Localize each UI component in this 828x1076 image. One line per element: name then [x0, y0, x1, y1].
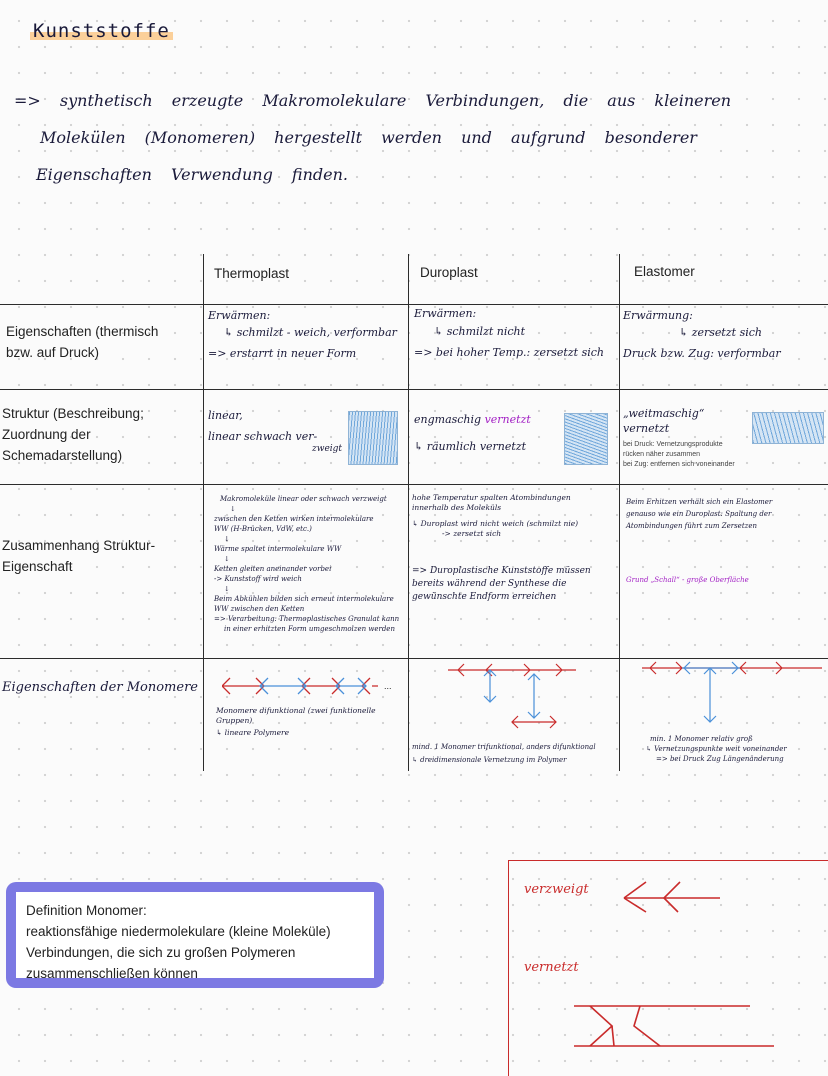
svg-text:...: ... — [384, 681, 392, 691]
row-header-properties — [6, 321, 158, 363]
cell-line: zweigt — [312, 444, 343, 454]
cell-line: Erwärmen: — [414, 307, 477, 320]
cell-line: ↳ Vernetzungspunkte weit voneinander — [646, 745, 787, 753]
thermoplast-monomer-diagram — [222, 674, 402, 698]
definition-box — [6, 882, 384, 988]
cell-line: rücken näher zusammen — [623, 451, 701, 458]
definition-line: Verbindungen, die sich zu großen Polymeren — [26, 945, 296, 960]
legend-label-branched: verzweigt — [524, 882, 589, 897]
table-divider — [0, 389, 828, 390]
cell-line: Ketten gleiten aneinander vorbei — [214, 565, 332, 573]
intro-line: Molekülen (Monomeren) hergestellt werden und aufgrund besonderer — [40, 128, 697, 147]
cell-line: hohe Temperatur spalten Atombindungen — [412, 493, 571, 502]
definition-line: reaktionsfähige niedermolekulare (kleine Moleküle) — [26, 924, 331, 939]
cell-thermoplast-properties — [208, 308, 404, 361]
cell-line: mind. 1 Monomer trifunktional, anders difunktional — [412, 743, 596, 751]
intro-paragraph — [14, 82, 814, 193]
cell-line: Makromoleküle linear oder schwach verzweigt — [220, 495, 387, 503]
cell-line: Monomere difunktional (zwei funktionelle Gruppen) — [216, 706, 376, 725]
cell-line: „weitmaschig“ vernetzt — [623, 407, 705, 435]
cell-line: min. 1 Monomer relativ groß — [650, 735, 753, 743]
cell-line: Erwärmen: — [208, 309, 271, 322]
cell-thermoplast-structure — [208, 408, 348, 454]
branched-chain-diagram — [620, 878, 724, 914]
cell-line: Erwärmung: — [623, 309, 693, 322]
cell-line: ↳ räumlich vernetzt — [414, 440, 527, 453]
cell-line: zwischen den Ketten wirken intermolekulare — [214, 515, 374, 523]
cell-line: gewünschte Endform erreichen — [412, 592, 557, 602]
legend-label-crosslinked: vernetzt — [524, 960, 579, 975]
cell-line: => bei Druck Zug Längenänderung — [656, 755, 784, 763]
table-divider — [408, 254, 409, 771]
intro-line: => synthetisch erzeugte Makromolekulare Verbindungen, die aus kleineren — [14, 91, 732, 110]
cell-line: ↓ — [224, 535, 230, 543]
cell-line: => Verarbeitung: Thermoplastisches Granulat kann — [214, 615, 400, 623]
row-header-line: Zuordnung der — [2, 427, 91, 442]
row-header-relation — [2, 535, 155, 577]
row-header-monomers: Eigenschaften der Monomere — [2, 680, 198, 695]
cell-line: bei Druck: Vernetzungsprodukte — [623, 441, 723, 448]
duroplast-structure-schema — [564, 413, 608, 465]
column-header-thermoplast: Thermoplast — [214, 266, 290, 281]
thermoplast-structure-schema — [348, 411, 398, 465]
cell-line: ↓ — [224, 585, 230, 593]
cell-line: linear schwach ver- — [208, 430, 318, 443]
table-divider — [619, 254, 620, 771]
cell-line: genauso wie ein Duroplast: Spaltung der — [626, 510, 772, 518]
cell-line: -> zersetzt sich — [442, 529, 502, 538]
highlight-text: Grund „Schall“ - große Oberfläche — [626, 576, 749, 584]
row-header-line: Eigenschaft — [2, 559, 73, 574]
cell-line: WW zwischen den Ketten — [214, 605, 305, 613]
cell-elastomer-relation — [626, 497, 824, 585]
cell-line: Beim Erhitzen verhält sich ein Elastomer — [626, 498, 773, 506]
cell-line: Atombindungen führt zum Zersetzen — [626, 522, 757, 530]
cell-line: -> Kunststoff wird weich — [214, 575, 302, 583]
table-divider — [0, 484, 828, 485]
row-header-structure — [2, 403, 144, 466]
elastomer-structure-schema — [752, 412, 824, 444]
cell-line — [414, 412, 559, 427]
cell-line: => Duroplastische Kunststoffe müssen — [412, 566, 591, 576]
column-header-duroplast: Duroplast — [420, 265, 478, 280]
cell-line: WW (H-Brücken, VdW, etc.) — [214, 525, 312, 533]
elastomer-monomer-diagram — [626, 660, 826, 730]
crosslinked-chain-diagram — [560, 994, 800, 1054]
cell-duroplast-properties — [414, 306, 619, 360]
cell-duroplast-structure — [414, 412, 559, 454]
cell-line: ↳ zersetzt sich — [679, 326, 762, 339]
cell-line: ↳ lineare Polymere — [216, 728, 290, 737]
cell-text: engmaschig — [414, 413, 482, 426]
cell-line: ↓ — [230, 505, 236, 513]
row-header-line: Schemadarstellung) — [2, 448, 123, 463]
intro-line: Eigenschaften Verwendung finden. — [36, 165, 348, 184]
column-header-elastomer: Elastomer — [634, 264, 695, 279]
table-divider — [203, 254, 204, 771]
cell-duroplast-relation — [412, 493, 618, 604]
cell-thermoplast-monomers — [216, 706, 406, 738]
page-title: Kunststoffe — [30, 20, 173, 42]
cell-elastomer-structure — [623, 406, 753, 470]
cell-elastomer-monomers — [646, 734, 824, 764]
cell-line: Beim Abkühlen bilden sich erneut intermolekulare — [214, 595, 394, 603]
cell-line: linear, — [208, 409, 243, 422]
cell-line: ↳ schmilzt - weich, verformbar — [224, 326, 397, 339]
cell-line: => bei hoher Temp.: zersetzt sich — [414, 346, 604, 359]
definition-title: Definition Monomer: — [26, 903, 147, 918]
cell-line: bei Zug: entfernen sich voneinander — [623, 461, 735, 468]
definition-content — [16, 892, 374, 981]
cell-line: in einer erhitzten Form umgeschmolzen werden — [224, 625, 395, 633]
row-header-line: bzw. auf Druck) — [6, 345, 100, 360]
cell-line: Wärme spaltet intermolekulare WW — [214, 545, 342, 553]
highlight-text: vernetzt — [484, 413, 531, 426]
cell-elastomer-properties — [623, 308, 823, 361]
cell-line: => erstarrt in neuer Form — [208, 347, 357, 360]
duroplast-monomer-diagram — [446, 662, 596, 738]
cell-thermoplast-relation — [214, 494, 408, 634]
cell-line: innerhalb des Moleküls — [412, 503, 502, 512]
cell-line: ↳ schmilzt nicht — [434, 325, 526, 338]
cell-line: ↓ — [224, 555, 230, 563]
row-header-line: Eigenschaften (thermisch — [6, 324, 159, 339]
row-header-line: Zusammenhang Struktur- — [2, 538, 156, 553]
cell-line: ↳ Duroplast wird nicht weich (schmilzt nie) — [412, 519, 579, 528]
definition-line: zusammenschließen können — [26, 966, 198, 981]
cell-line: ↳ dreidimensionale Vernetzung im Polymer — [412, 756, 567, 764]
cell-line: bereits während der Synthese die — [412, 579, 567, 589]
cell-duroplast-monomers — [412, 742, 618, 765]
row-header-line: Struktur (Beschreibung; — [2, 406, 144, 421]
cell-line: Druck bzw. Zug: verformbar — [623, 347, 781, 360]
